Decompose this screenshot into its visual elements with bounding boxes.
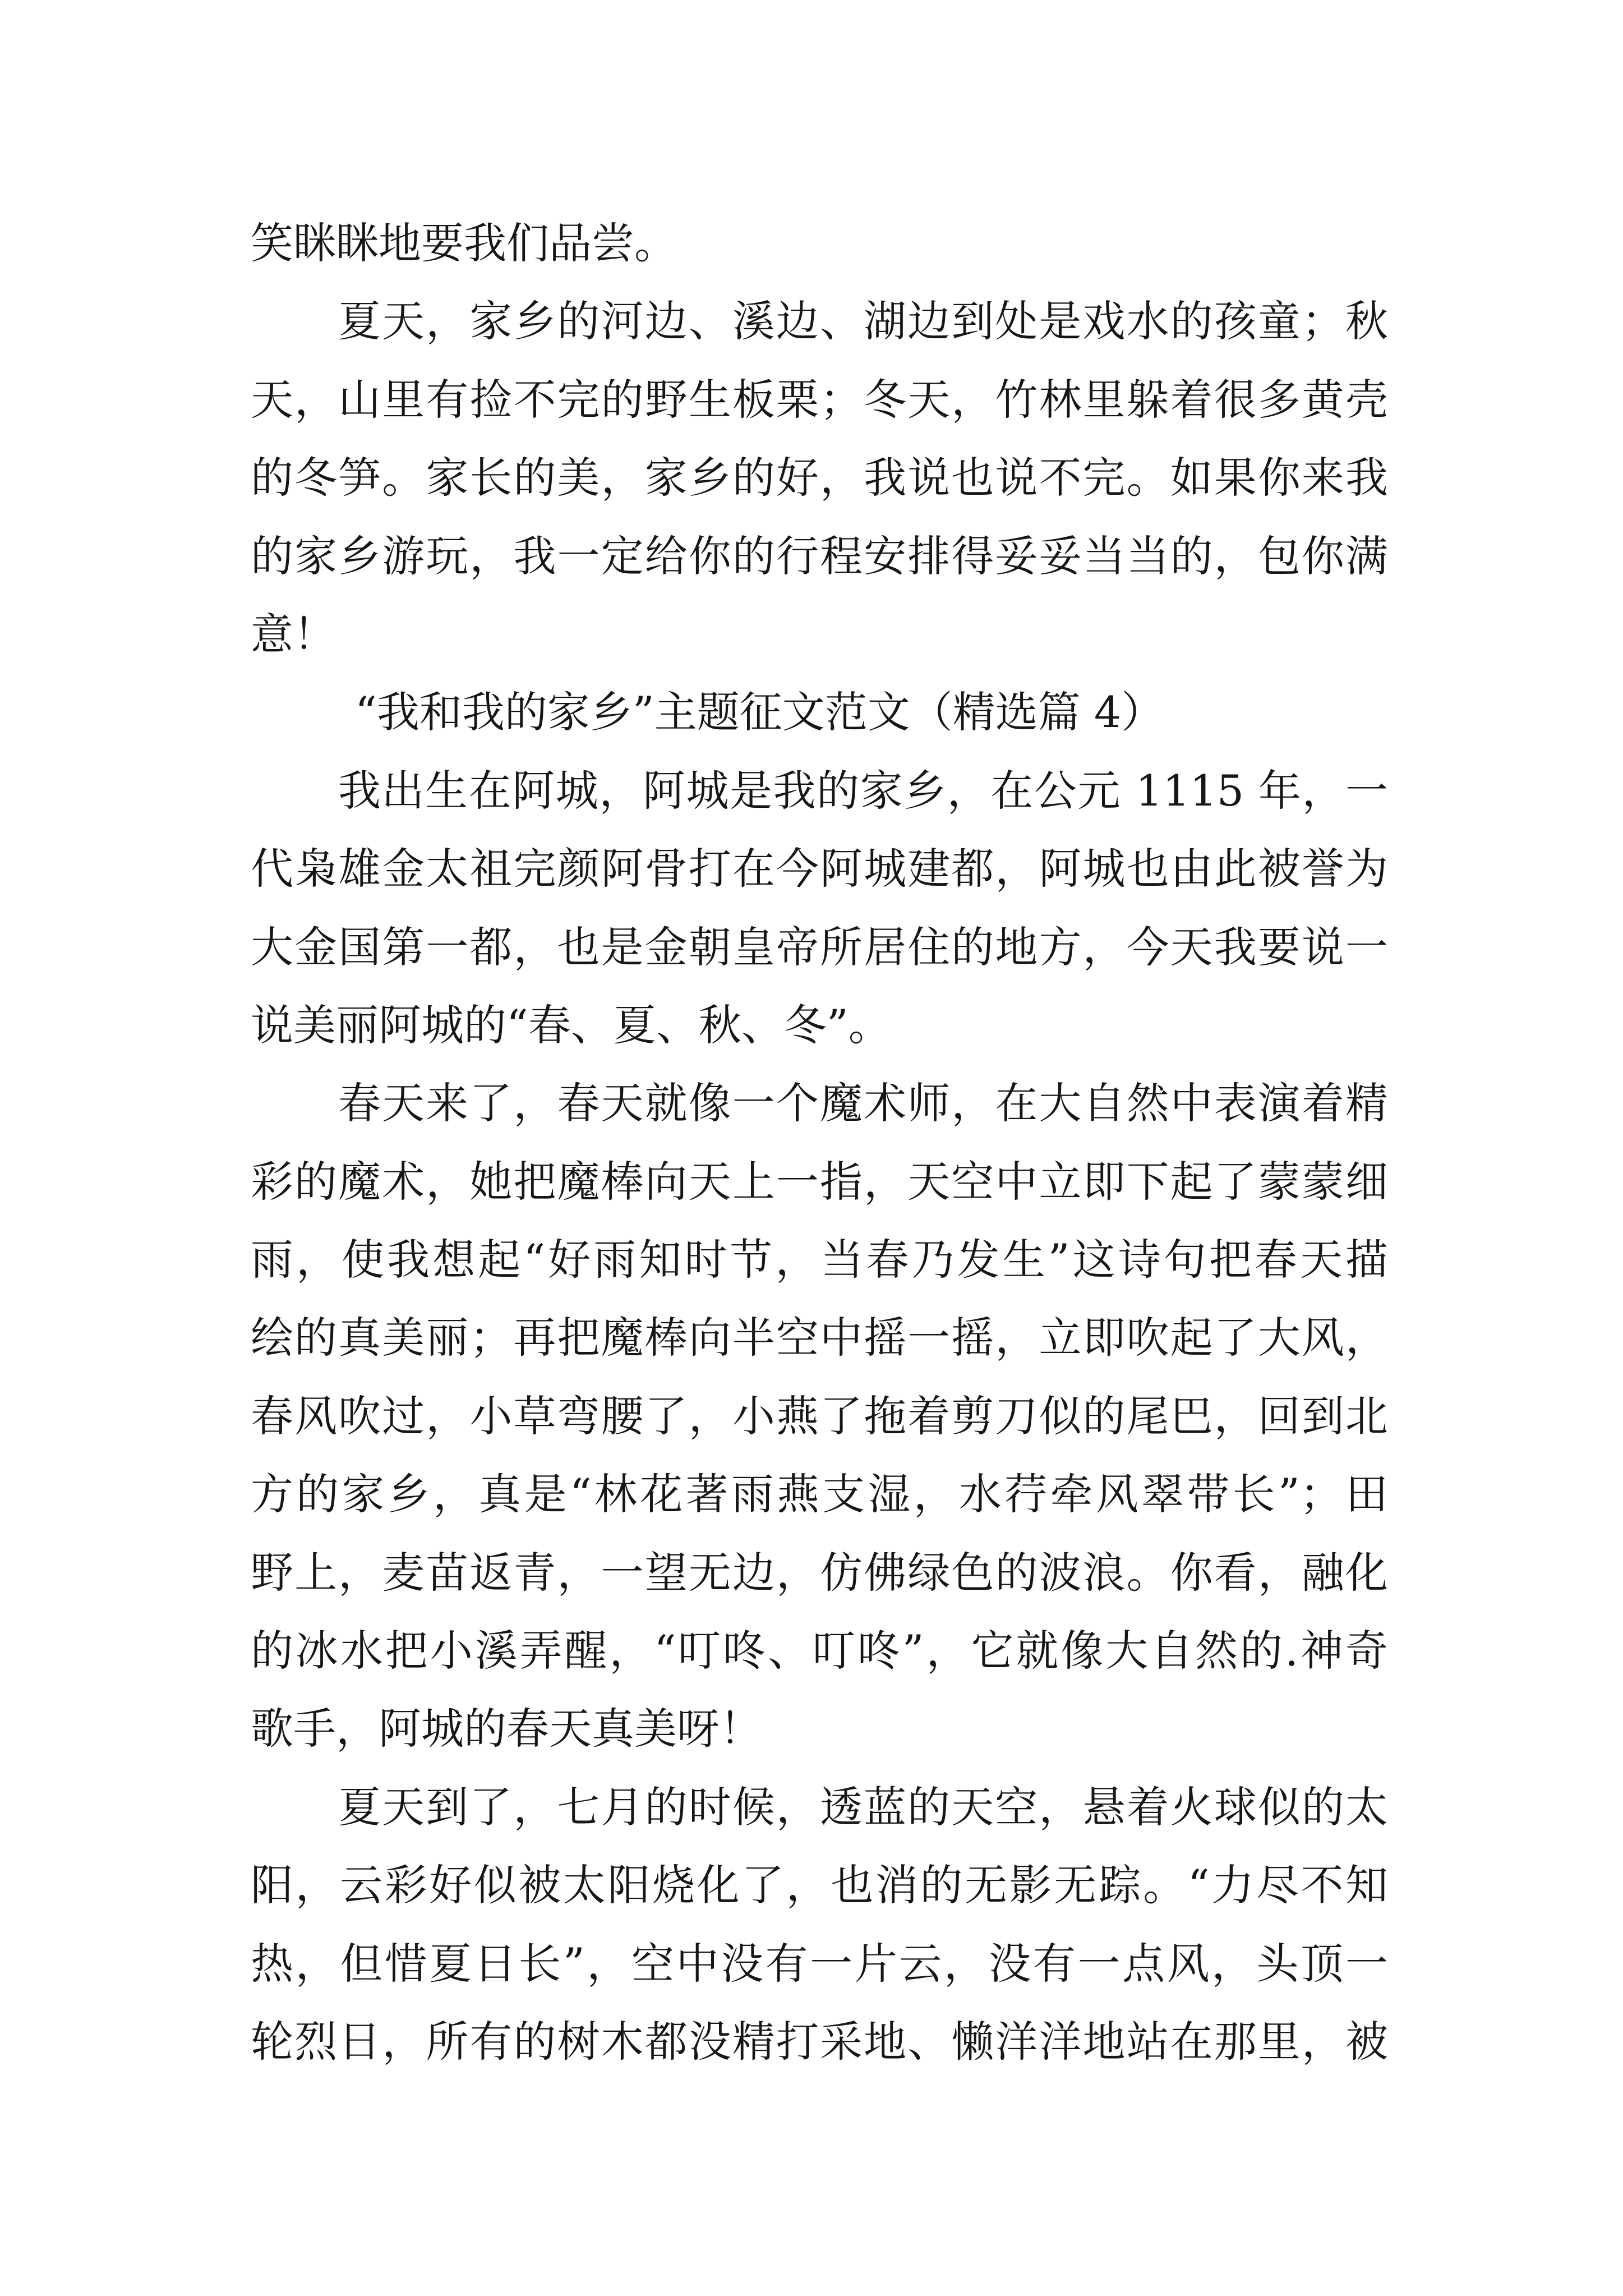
paragraph-first-line: 春天来了，春天就像一个魔术师，在大自然中表演着精 xyxy=(338,1078,1388,1129)
section-heading: “我和我的家乡”主题征文范文（精选篇 4） xyxy=(355,687,1164,738)
paragraph-first-line: 我出生在阿城，阿城是我的家乡，在公元 1115 年，一 xyxy=(338,765,1388,816)
paragraph-line: 野上，麦苗返青，一望无边，仿佛绿色的波浪。你看，融化 xyxy=(251,1547,1388,1598)
paragraph-line: 的冰水把小溪弄醒，“叮咚、叮咚”，它就像大自然的.神奇 xyxy=(251,1626,1388,1676)
paragraph-line: 歌手，阿城的春天真美呀！ xyxy=(251,1704,762,1754)
paragraph-line: 彩的魔术，她把魔棒向天上一指，天空中立即下起了蒙蒙细 xyxy=(251,1156,1388,1207)
paragraph-line: 热，但惜夏日长”，空中没有一片云，没有一点风，头顶一 xyxy=(251,1938,1388,1989)
paragraph-first-line: 夏天到了，七月的时候，透蓝的天空，悬着火球似的太 xyxy=(338,1782,1388,1832)
paragraph-line: 意！ xyxy=(251,609,336,659)
document-body xyxy=(251,204,1388,2081)
paragraph-line: 说美丽阿城的“春、夏、秋、冬”。 xyxy=(251,1000,891,1050)
paragraph-first-line: 夏天，家乡的河边、溪边、湖边到处是戏水的孩童；秋 xyxy=(338,296,1388,347)
paragraph-line: 方的家乡，真是“林花著雨燕支湿，水荇牵风翠带长”；田 xyxy=(251,1469,1388,1520)
paragraph-line: 的家乡游玩，我一定给你的行程安排得妥妥当当的，包你满 xyxy=(251,531,1388,581)
paragraph-line: 笑眯眯地要我们品尝。 xyxy=(251,218,677,268)
paragraph-line: 春风吹过，小草弯腰了，小燕了拖着剪刀似的尾巴，回到北 xyxy=(251,1391,1388,1441)
paragraph-line: 大金国第一都，也是金朝皇帝所居住的地方，今天我要说一 xyxy=(251,922,1388,972)
paragraph-line: 天，山里有捡不完的野生板栗；冬天，竹林里躲着很多黄壳 xyxy=(251,374,1388,425)
paragraph-line: 阳，云彩好似被太阳烧化了，也消的无影无踪。“力尽不知 xyxy=(251,1860,1388,1911)
paragraph-line: 雨，使我想起“好雨知时节，当春乃发生”这诗句把春天描 xyxy=(251,1235,1388,1285)
paragraph-line: 代枭雄金太祖完颜阿骨打在今阿城建都，阿城也由此被誉为 xyxy=(251,844,1388,894)
paragraph-line: 轮烈日，所有的树木都没精打采地、懒洋洋地站在那里，被 xyxy=(251,2016,1388,2067)
paragraph-line: 绘的真美丽；再把魔棒向半空中摇一摇，立即吹起了大风， xyxy=(251,1313,1388,1363)
paragraph-line: 的冬笋。家长的美，家乡的好，我说也说不完。如果你来我 xyxy=(251,453,1388,503)
